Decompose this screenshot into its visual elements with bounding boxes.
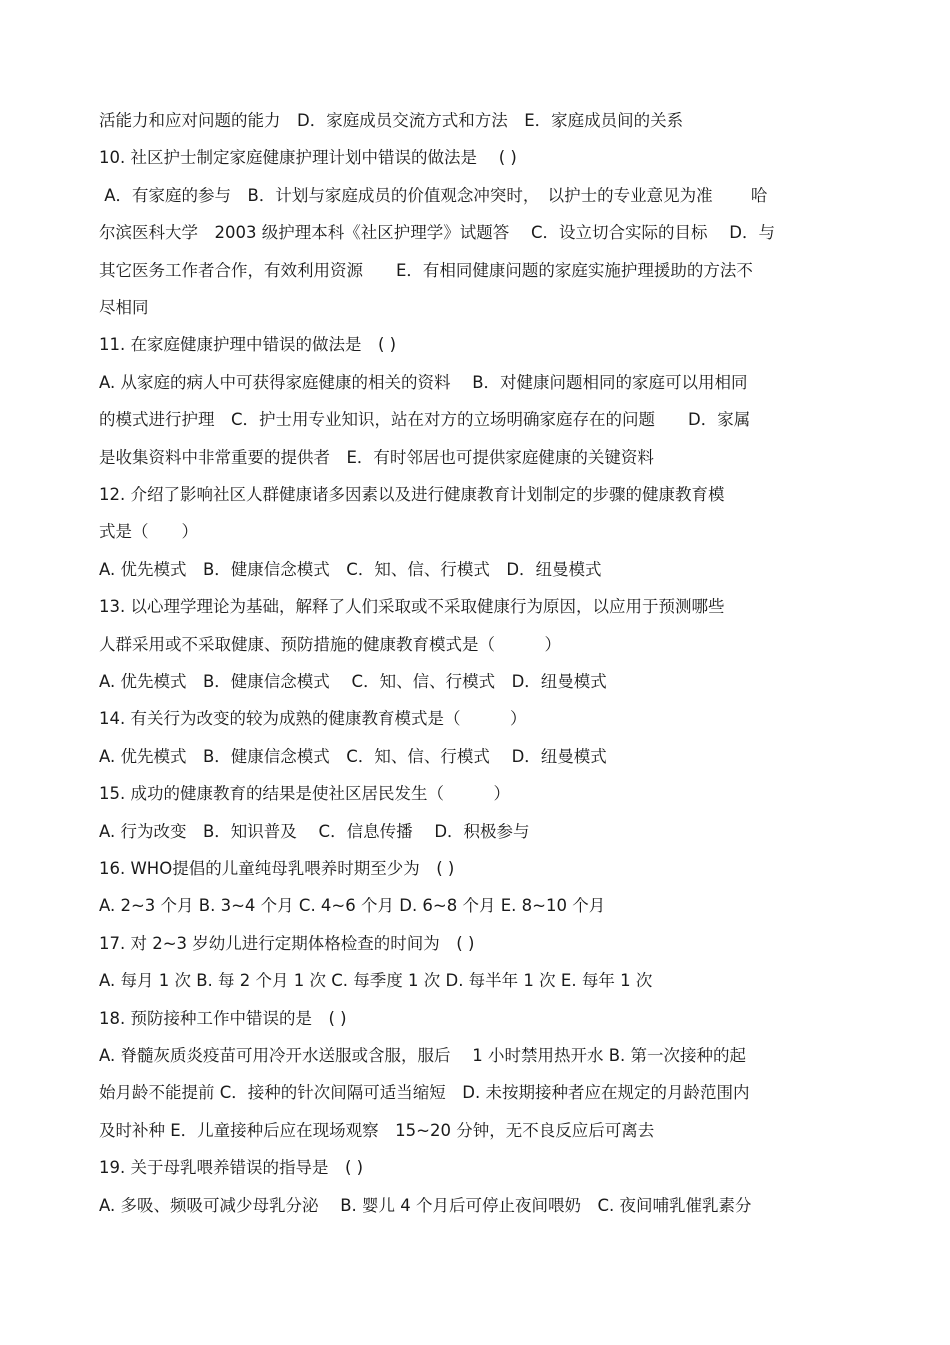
text-line: A. 脊髓灰质炎疫苗可用冷开水送服或含服，服后 1 小时禁用热开水 B. 第一次接种的起 — [99, 1046, 747, 1065]
text-line: 活能力和应对问题的能力 D．家庭成员交流方式和方法 E．家庭成员间的关系 — [99, 111, 684, 130]
question-12-stem: 12. 介绍了影响社区人群健康诸多因素以及进行健康教育计划制定的步骤的健康教育模 — [99, 485, 725, 504]
text-line: 的模式进行护理 C．护士用专业知识，站在对方的立场明确家庭存在的问题 D．家属 — [99, 410, 751, 430]
text-line: 人群采用或不采取健康、预防措施的健康教育模式是（ ） — [99, 634, 561, 654]
text-line: 尔滨医科大学 2003 级护理本科《社区护理学》试题答 C．设立切合实际的目标 D．与 — [99, 223, 775, 243]
text-line: 式是（ ） — [99, 522, 198, 542]
question-13-options: A. 优先模式 B．健康信念模式 C．知、信、行模式 D．纽曼模式 — [99, 672, 607, 691]
question-11-stem: 11. 在家庭健康护理中错误的做法是 ( ) — [99, 335, 397, 355]
text-line: 其它医务工作者合作，有效利用资源 E．有相同健康问题的家庭实施护理援助的方法不 — [99, 260, 753, 280]
question-12-options: A. 优先模式 B．健康信念模式 C．知、信、行模式 D．纽曼模式 — [99, 559, 602, 579]
text-line: 是收集资料中非常重要的提供者 E．有时邻居也可提供家庭健康的关键资料 — [99, 447, 654, 467]
question-13-stem: 13. 以心理学理论为基础，解释了人们采取或不采取健康行为原因，以应用于预测哪些 — [99, 597, 725, 617]
question-15-options: A. 行为改变 B．知识普及 C．信息传播 D．积极参与 — [99, 821, 530, 841]
text-line: 及时补种 E．儿童接种后应在现场观察 15~20 分钟，无不良反应后可离去 — [99, 1120, 655, 1140]
question-19-stem: 19. 关于母乳喂养错误的指导是 ( ) — [99, 1158, 364, 1178]
text-line: 尽相同 — [99, 298, 149, 317]
question-16-options: A. 2~3 个月 B. 3~4 个月 C. 4~6 个月 D. 6~8 个月 E. 8~10 个月 — [99, 896, 606, 916]
question-10-stem: 10. 社区护士制定家庭健康护理计划中错误的做法是 ( ) — [99, 148, 517, 168]
text-line: A. 多吸、频吸可减少母乳分泌 B. 婴儿 4 个月后可停止夜间喂奶 C. 夜间哺乳催乳素分 — [99, 1195, 752, 1215]
question-18-stem: 18. 预防接种工作中错误的是 ( ) — [99, 1008, 347, 1028]
text-line: A．有家庭的参与 B．计划与家庭成员的价值观念冲突时， 以护士的专业意见为准 哈 — [99, 185, 768, 205]
question-15-stem: 15. 成功的健康教育的结果是使社区居民发生（ ） — [99, 784, 510, 804]
question-14-stem: 14. 有关行为改变的较为成熟的健康教育模式是（ ） — [99, 709, 527, 729]
question-17-options: A. 每月 1 次 B. 每 2 个月 1 次 C. 每季度 1 次 D. 每半年 1 次 E. 每年 1 次 — [99, 971, 653, 991]
text-line: 始月龄不能提前 C．接种的针次间隔可适当缩短 D. 未按期接种者应在规定的月龄范围内 — [99, 1083, 750, 1103]
question-16-stem: 16. WHO提倡的儿童纯母乳喂养时期至少为 ( ) — [99, 859, 455, 878]
question-14-options: A. 优先模式 B．健康信念模式 C．知、信、行模式 D．纽曼模式 — [99, 746, 607, 766]
question-17-stem: 17. 对 2~3 岁幼儿进行定期体格检查的时间为 ( ) — [99, 933, 475, 953]
text-line: A. 从家庭的病人中可获得家庭健康的相关的资料 B．对健康问题相同的家庭可以用相同 — [99, 372, 748, 392]
